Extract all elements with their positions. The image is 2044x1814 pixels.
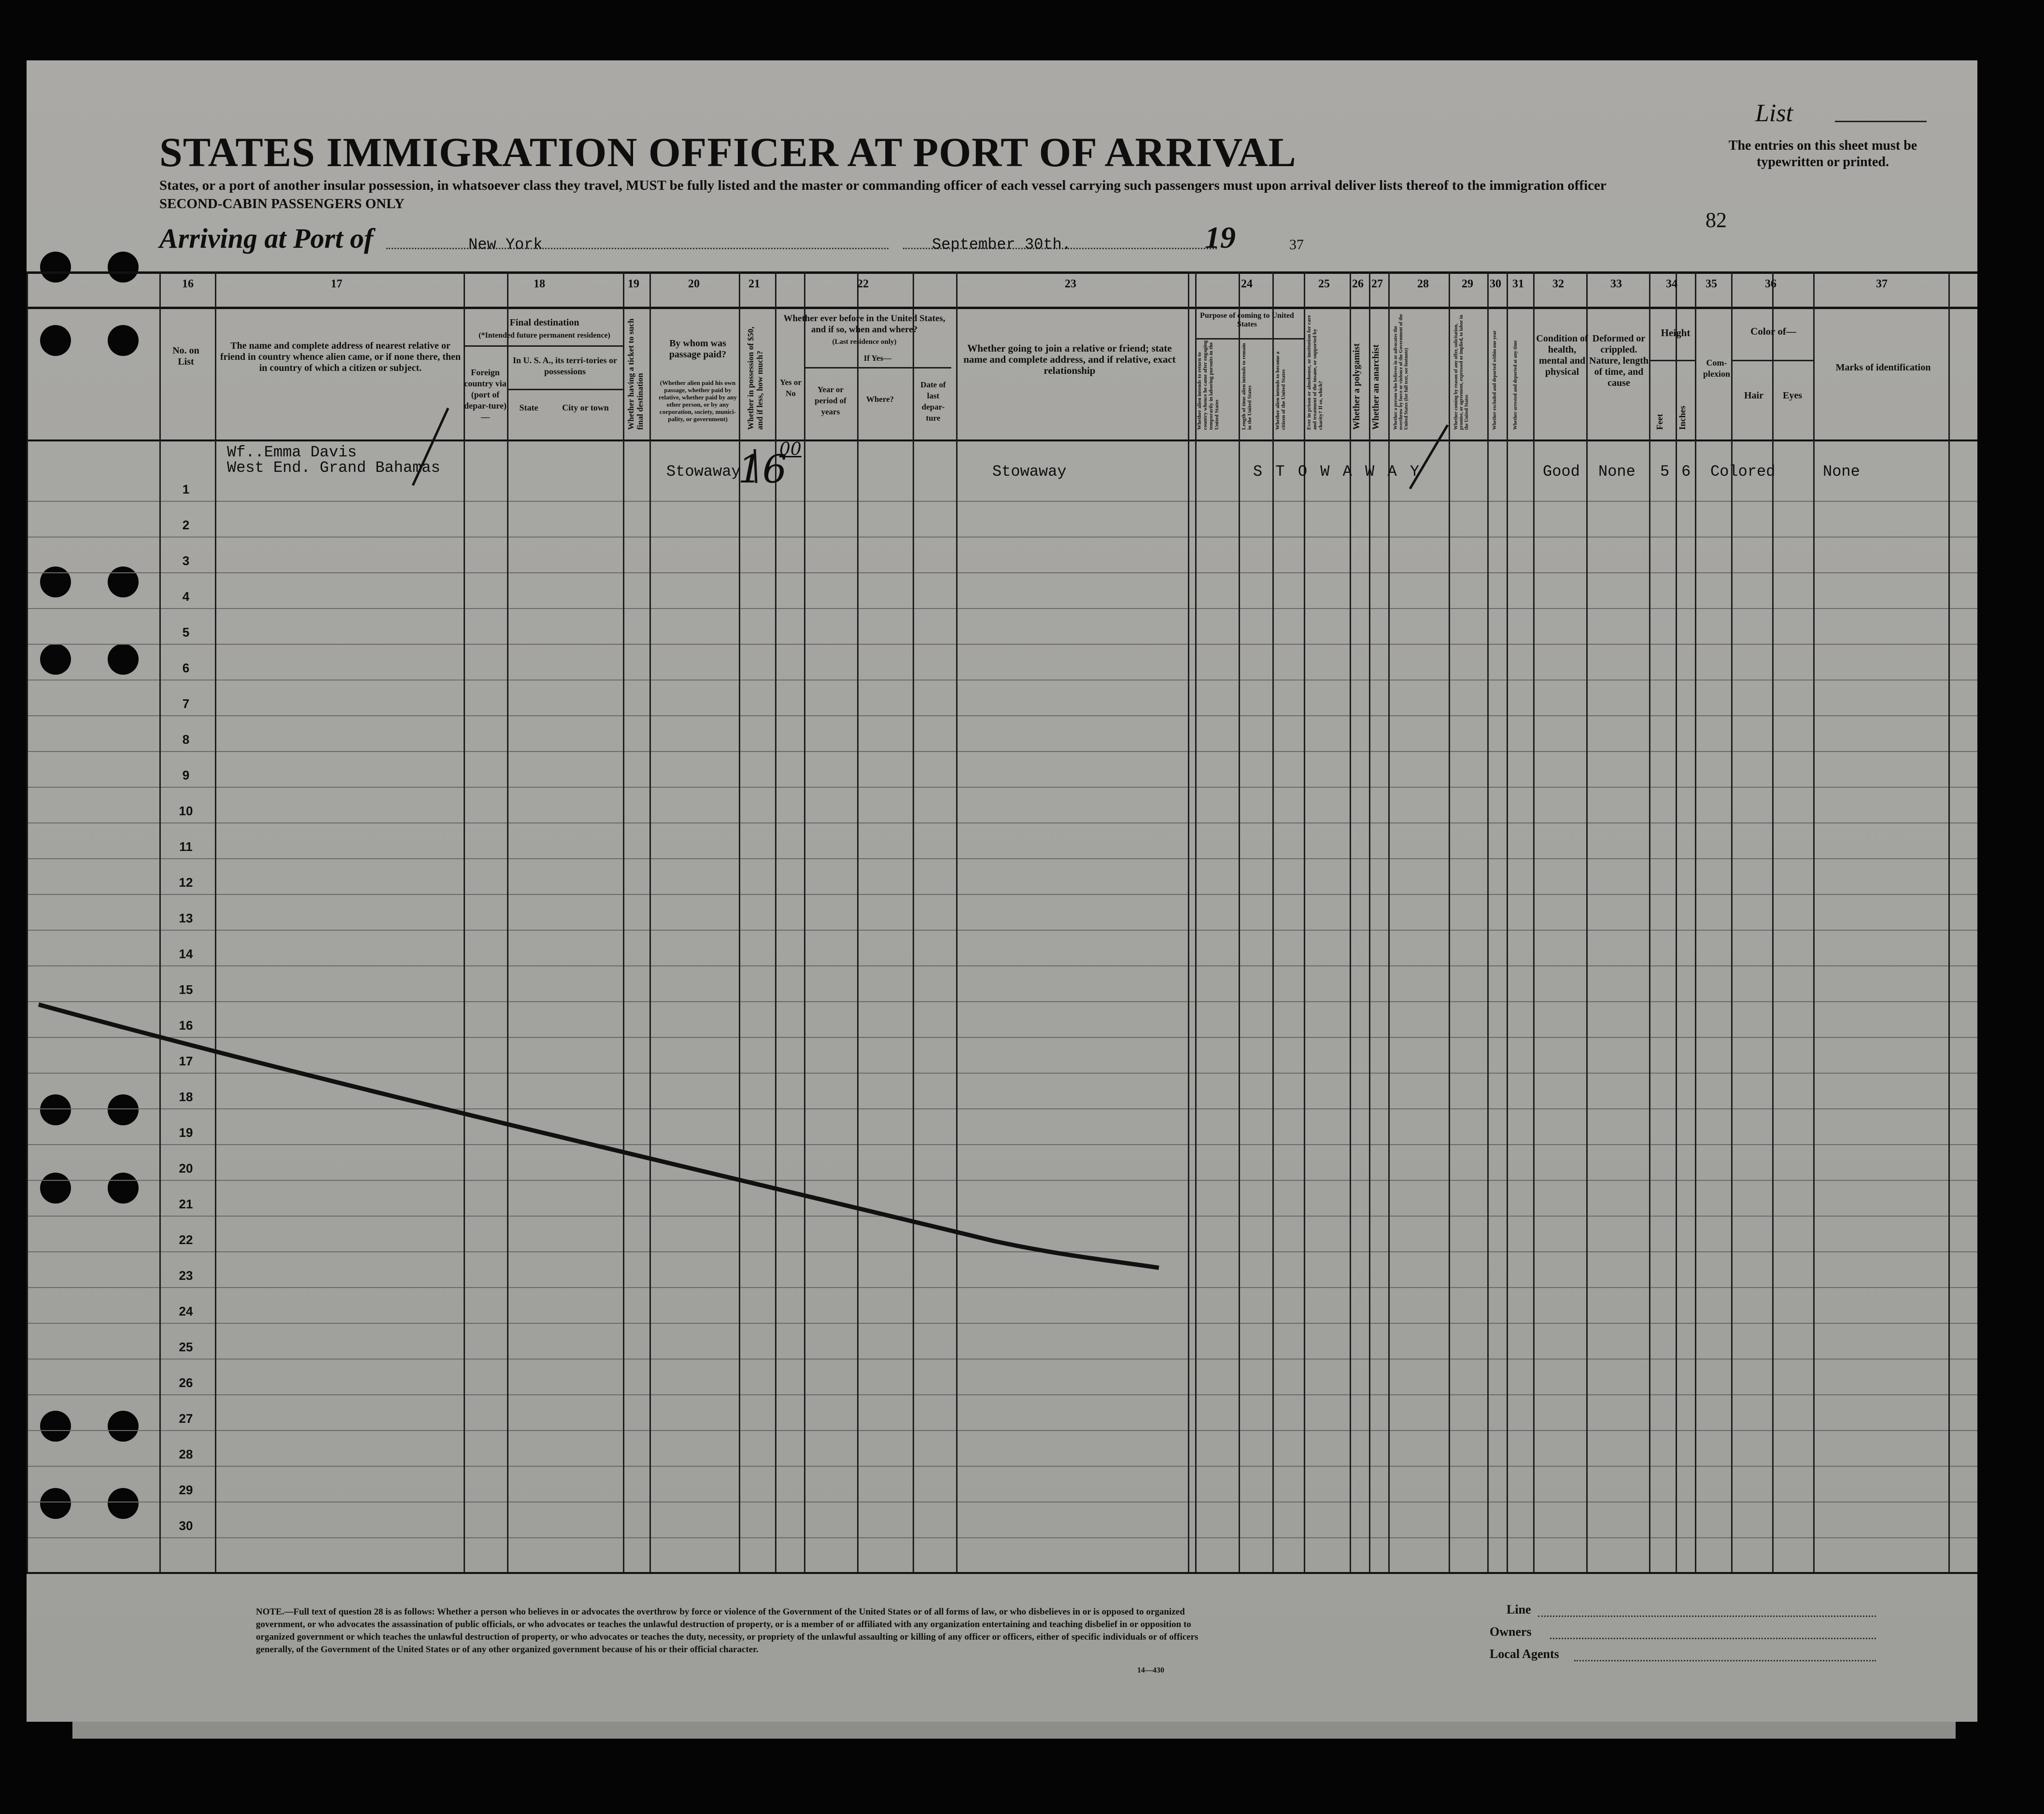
column-number: 29	[1462, 278, 1473, 290]
column-number: 28	[1417, 278, 1429, 290]
header-prison: Ever in prison or almshouse, or institution for care and treatment of the insane, or supported by charity? If so, which?	[1306, 315, 1324, 430]
header-joining: Whether going to join a relative or friend; state name and complete address, and if relative, exact relationship	[963, 342, 1176, 376]
row-number: 21	[179, 1197, 193, 1211]
row-number: 24	[179, 1304, 193, 1318]
header-deformed: Deformed or crippled. Nature, length of time, and cause	[1589, 333, 1649, 388]
header-excluded: Whether excluded and deported within one year	[1492, 330, 1497, 430]
entry-height-feet: 5	[1660, 463, 1670, 481]
row-number: 20	[179, 1161, 193, 1176]
column-number: 33	[1610, 278, 1622, 290]
column-number: 31	[1512, 278, 1524, 290]
entry-health: Good	[1543, 463, 1580, 481]
entry-money-cents: 00	[779, 439, 802, 459]
header-passage-paid-sub: (Whether alien paid his own passage, whether paid by relative, whether paid by any other person, or by any corporation, society, munici-pality, or government)	[659, 379, 737, 423]
header-feet: Feet	[1655, 414, 1664, 430]
row-number: 9	[182, 768, 190, 782]
entry-complexion: Colored	[1710, 463, 1776, 481]
header-if-yes: If Yes—	[863, 354, 892, 363]
column-number: 19	[628, 278, 639, 290]
column-number: 35	[1706, 278, 1717, 290]
row-number: 30	[179, 1518, 193, 1533]
entry-purpose: S T O W A W A Y	[1253, 463, 1422, 481]
header-usa: In U. S. A., its terri-tories or possessions	[513, 355, 617, 376]
sheet-number: 82	[1706, 208, 1727, 232]
header-date-departure: Date of last depar-ture	[920, 380, 946, 423]
footer-agents-field	[1574, 1658, 1876, 1661]
header-final-destination: Final destination	[509, 317, 579, 328]
header-relative-address: The name and complete address of nearest relative or friend in country whence alien came, or if none there, then in country of which a citizen or subject.	[220, 340, 461, 373]
sheet-note: The entries on this sheet must be typewritten or printed.	[1728, 138, 1917, 170]
header-no-on-list: No. on List	[172, 345, 199, 367]
header-color-of: Color of—	[1750, 326, 1796, 337]
column-number: 18	[534, 278, 545, 290]
header-eyes: Eyes	[1783, 390, 1802, 401]
row-number: 14	[179, 947, 193, 961]
footer-owners-field	[1550, 1636, 1876, 1639]
date-value: September 30th.	[932, 236, 1071, 254]
header-health: Condition of health, mental and physical	[1536, 333, 1588, 377]
column-number: 20	[688, 278, 700, 290]
header-labor-offer: Whether coming by reason of any offer, solicitation, promise, or agreement, expressed or implied, to labor in the United States	[1453, 314, 1469, 430]
form-title: STATES IMMIGRATION OFFICER AT PORT OF ARRIVAL	[159, 129, 1297, 175]
row-number: 18	[179, 1090, 193, 1104]
column-number: 37	[1876, 278, 1888, 290]
row-number: 11	[179, 839, 193, 854]
row-number: 7	[182, 696, 190, 711]
row-number: 26	[179, 1375, 193, 1390]
column-number: 21	[748, 278, 760, 290]
form-subtitle: States, or a port of another insular possession, in whatsoever class they travel, MUST be fully listed and the master or commanding officer of each vessel carrying such passengers must upon arrival deliver lists thereof to the immigration officer	[159, 178, 1607, 193]
header-purpose-length: Length of time alien intends to remain in the United States	[1241, 343, 1253, 430]
header-marks: Marks of identification	[1835, 362, 1931, 373]
header-purpose-return: Whether alien intends to return to country whence he came after engaging temporarily in laboring pursuits in the United States	[1197, 340, 1220, 430]
row-number: 29	[179, 1483, 193, 1497]
header-purpose: Purpose of coming to United States	[1200, 312, 1294, 328]
entry-marks: None	[1823, 463, 1860, 481]
check-mark-overthrow	[1410, 425, 1448, 489]
header-before-in-us-sub: (Last residence only)	[832, 338, 897, 346]
row-number: 22	[179, 1233, 193, 1247]
row-number: 10	[179, 804, 193, 818]
footer-note: NOTE.—Full text of question 28 is as follows: Whether a person who believes in or advocates the overthrow by force or violence of the Government of the United States or of all forms of law, or who disbelieves in or is opposed to organized government, or who advocates the assassination of public officials, or who advocates or teaches the unlawful destruction of property, or is a member of or affiliated with any organization entertaining and teaching disbelief in or opposition to organized government or which teaches the unlawful destruction of property, or who advocates or teaches the duty, necessity, or propriety of the unlawful assaulting or killing of any officer or officers, either of specific individuals or of officers generally, of the Government of the United States or of any other organized government because of his or their official character.	[256, 1607, 1198, 1655]
header-passage-paid: By whom was passage paid?	[669, 338, 727, 360]
header-foreign-country: Foreign country via (port of depar-ture)—	[464, 368, 507, 422]
header-money: Whether in possession of $50, and if less, how much?	[746, 326, 764, 430]
row-number: 12	[179, 875, 193, 890]
row-number: 3	[182, 553, 190, 568]
row-number: 4	[182, 589, 190, 604]
header-complexion: Com-plexion	[1703, 358, 1730, 379]
cross-out-stroke	[39, 1005, 1159, 1268]
header-year-period: Year or period of years	[815, 385, 846, 416]
header-hair: Hair	[1744, 390, 1763, 401]
header-state: State	[519, 403, 538, 412]
entry-height-inches: 6	[1681, 463, 1691, 481]
column-number: 25	[1318, 278, 1330, 290]
header-inches: Inches	[1677, 405, 1687, 430]
row-number: 27	[179, 1411, 193, 1426]
footer-agents-label: Local Agents	[1490, 1647, 1559, 1661]
row-number: 16	[179, 1018, 193, 1033]
arriving-label: Arriving at Port of	[159, 223, 374, 254]
dollar-stroke	[755, 449, 756, 483]
row-number: 1	[182, 482, 190, 496]
column-number: 27	[1371, 278, 1383, 290]
entry-relative-name: Wf..Emma Davis	[227, 443, 357, 461]
header-polygamist: Whether a polygamist	[1352, 343, 1362, 430]
column-number: 17	[331, 278, 342, 290]
column-number: 24	[1241, 278, 1253, 290]
row-number: 6	[182, 661, 190, 675]
list-label: List	[1755, 99, 1793, 127]
row-number: 17	[179, 1054, 193, 1068]
port-value: New York	[468, 236, 543, 254]
column-number: 34	[1666, 278, 1677, 290]
header-before-in-us: Whether ever before in the United States, and if so, when and where?	[783, 313, 945, 335]
entry-deformed: None	[1598, 463, 1635, 481]
row-number: 2	[182, 518, 190, 532]
header-city: City or town	[562, 403, 609, 412]
column-number: 22	[857, 278, 869, 290]
column-number: 16	[182, 278, 194, 290]
footer-line-label: Line	[1507, 1602, 1531, 1616]
column-number: 30	[1490, 278, 1501, 290]
header-arrested: Whether arrested and deported at any time	[1513, 340, 1518, 430]
column-number: 23	[1065, 278, 1076, 290]
row-number: 13	[179, 911, 193, 925]
header-where: Where?	[866, 395, 894, 404]
header-overthrow: Whether a person who believes in or advocates the overthrow by force or violence of the Government of the United States (for full text, see footnote)	[1393, 314, 1409, 430]
entry-joining: Stowaway	[992, 463, 1067, 481]
form-number: 14—430	[1137, 1666, 1164, 1674]
header-anarchist: Whether an anarchist	[1371, 344, 1381, 430]
entry-passage-paid: Stowaway	[666, 463, 741, 481]
entry-money-amount: 16	[738, 447, 787, 492]
footer-line-field	[1538, 1614, 1876, 1617]
header-yes-or-no: Yes or No	[780, 378, 802, 398]
check-mark-relative	[413, 408, 448, 485]
footer-owners-label: Owners	[1490, 1625, 1532, 1639]
row-number: 25	[179, 1340, 193, 1354]
header-height: Height	[1661, 327, 1691, 339]
header-ticket: Whether having a ticket to such final destination	[626, 318, 645, 430]
header-purpose-citizen: Whether alien intends to become a citizen of the United States	[1275, 351, 1286, 430]
entry-relative-address: West End. Grand Bahamas	[227, 459, 440, 477]
header-final-destination-sub: (*Intended future permanent residence)	[479, 331, 610, 340]
column-number: 36	[1765, 278, 1776, 290]
row-number: 5	[182, 625, 190, 639]
year-prefix: 19	[1205, 220, 1236, 255]
row-number: 19	[179, 1125, 193, 1140]
row-number: 15	[179, 982, 193, 997]
row-number: 8	[182, 732, 190, 747]
column-number: 26	[1352, 278, 1364, 290]
column-number: 32	[1552, 278, 1564, 290]
year-suffix: 37	[1289, 237, 1304, 253]
row-number: 23	[179, 1268, 193, 1283]
cabin-class: SECOND-CABIN PASSENGERS ONLY	[159, 196, 405, 212]
row-number: 28	[179, 1447, 193, 1461]
